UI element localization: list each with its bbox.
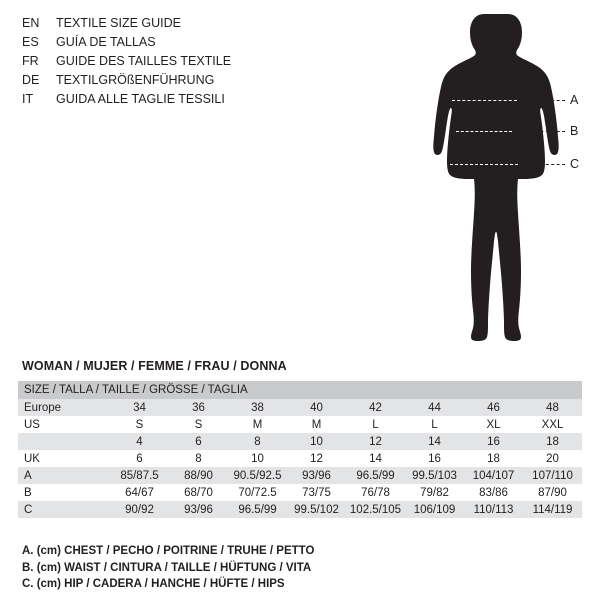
measure-label-a: A	[570, 93, 579, 107]
cell: 114/119	[523, 501, 582, 518]
table-row	[18, 467, 582, 484]
language-title: TEXTILGRÖßENFÜHRUNG	[56, 73, 215, 87]
cell: S	[169, 416, 228, 433]
cell: XL	[464, 416, 523, 433]
cell: 16	[464, 433, 523, 450]
cell: S	[110, 416, 169, 433]
cell: 88/90	[169, 467, 228, 484]
cell: 102.5/105	[346, 501, 405, 518]
language-code: DE	[22, 73, 40, 87]
cell: 106/109	[405, 501, 464, 518]
cell: 70/72.5	[228, 484, 287, 501]
cell: 18	[464, 450, 523, 467]
cell: 90/92	[110, 501, 169, 518]
table-header-label: SIZE / TALLA / TAILLE / GRÖSSE / TAGLIA	[18, 381, 582, 399]
language-code: FR	[22, 54, 39, 68]
cell: 8	[228, 433, 287, 450]
cell: 85/87.5	[110, 467, 169, 484]
cell: M	[228, 416, 287, 433]
cell: 34	[110, 399, 169, 416]
table-row	[18, 399, 582, 416]
cell: 20	[523, 450, 582, 467]
cell: 12	[287, 450, 346, 467]
cell: 99.5/102	[287, 501, 346, 518]
cell: 110/113	[464, 501, 523, 518]
cell: 96.5/99	[346, 467, 405, 484]
language-header-block	[22, 14, 342, 109]
cell: 4	[110, 433, 169, 450]
row-label: UK	[18, 450, 110, 467]
measure-leader-waist	[535, 131, 565, 132]
cell: 68/70	[169, 484, 228, 501]
cell: 107/110	[523, 467, 582, 484]
cell: 18	[523, 433, 582, 450]
language-title: GUÍA DE TALLAS	[56, 35, 156, 49]
table-row	[18, 450, 582, 467]
cell: 14	[405, 433, 464, 450]
row-label: C	[18, 501, 110, 518]
cell: 48	[523, 399, 582, 416]
language-title: GUIDE DES TAILLES TEXTILE	[56, 54, 232, 68]
cell: 73/75	[287, 484, 346, 501]
legend-line-a: A. (cm) CHEST / PECHO / POITRINE / TRUHE / PETTO	[22, 545, 315, 557]
cell: 6	[110, 450, 169, 467]
cell: M	[287, 416, 346, 433]
cell: 36	[169, 399, 228, 416]
language-row	[22, 90, 342, 109]
language-title: TEXTILE SIZE GUIDE	[56, 16, 182, 30]
cell: 83/86	[464, 484, 523, 501]
cell: 87/90	[523, 484, 582, 501]
cell: 6	[169, 433, 228, 450]
measure-label-b: B	[570, 124, 579, 138]
measure-line-chest	[452, 100, 517, 101]
row-label: A	[18, 467, 110, 484]
cell: 14	[346, 450, 405, 467]
row-label	[18, 433, 110, 450]
cell: 40	[287, 399, 346, 416]
section-caption-woman: WOMAN / MUJER / FEMME / FRAU / DONNA	[22, 359, 287, 373]
measure-label-c: C	[570, 157, 580, 171]
language-row	[22, 14, 342, 33]
cell: 104/107	[464, 467, 523, 484]
cell: 10	[228, 450, 287, 467]
cell: 44	[405, 399, 464, 416]
size-table-wrapper	[18, 381, 582, 518]
language-code: ES	[22, 35, 39, 49]
language-row	[22, 52, 342, 71]
language-row	[22, 71, 342, 90]
cell: L	[405, 416, 464, 433]
cell: 8	[169, 450, 228, 467]
cell: 90.5/92.5	[228, 467, 287, 484]
cell: 99.5/103	[405, 467, 464, 484]
cell: 96.5/99	[228, 501, 287, 518]
body-figure-area	[400, 8, 595, 378]
measure-leader-hip	[535, 164, 565, 165]
language-row	[22, 33, 342, 52]
measure-line-waist	[456, 131, 512, 132]
table-row	[18, 484, 582, 501]
language-code: EN	[22, 16, 40, 30]
cell: 76/78	[346, 484, 405, 501]
row-label: US	[18, 416, 110, 433]
table-header-row	[18, 381, 582, 399]
row-label: Europe	[18, 399, 110, 416]
legend-line-c: C. (cm) HIP / CADERA / HANCHE / HÜFTE / HIPS	[22, 578, 285, 590]
measure-line-hip	[450, 164, 518, 165]
cell: 93/96	[169, 501, 228, 518]
table-row	[18, 416, 582, 433]
language-code: IT	[22, 92, 34, 106]
cell: 12	[346, 433, 405, 450]
legend-line-b: B. (cm) WAIST / CINTURA / TAILLE / HÜFTUNG / VITA	[22, 561, 312, 574]
cell: 64/67	[110, 484, 169, 501]
cell: L	[346, 416, 405, 433]
table-row	[18, 501, 582, 518]
measurement-legend	[22, 543, 442, 593]
cell: 79/82	[405, 484, 464, 501]
row-label: B	[18, 484, 110, 501]
cell: 10	[287, 433, 346, 450]
cell: 46	[464, 399, 523, 416]
language-title: GUIDA ALLE TAGLIE TESSILI	[56, 92, 225, 106]
measure-leader-chest	[535, 100, 565, 101]
cell: 42	[346, 399, 405, 416]
cell: XXL	[523, 416, 582, 433]
female-body-silhouette-icon	[410, 8, 560, 378]
cell: 93/96	[287, 467, 346, 484]
cell: 16	[405, 450, 464, 467]
cell: 38	[228, 399, 287, 416]
size-table	[18, 381, 582, 518]
table-row	[18, 433, 582, 450]
